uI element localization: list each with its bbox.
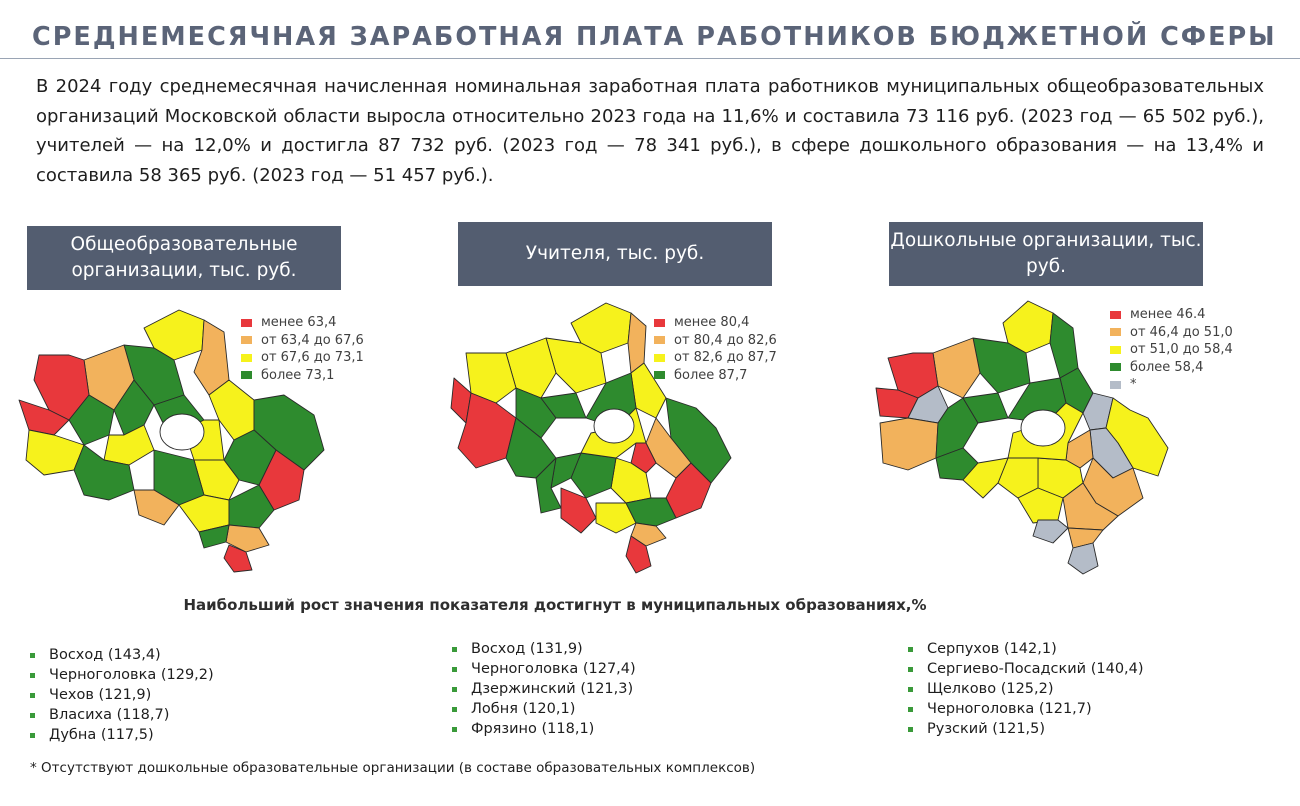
list-item: Серпухов (142,1) bbox=[908, 639, 1144, 659]
list-item: Лобня (120,1) bbox=[452, 699, 636, 719]
legend-swatch-green bbox=[654, 371, 665, 379]
legend-item: менее 80,4 bbox=[654, 314, 777, 332]
bullet-icon bbox=[452, 647, 457, 652]
panel-header-general-education: Общеобразовательные организации, тыс. руб. bbox=[27, 226, 341, 290]
bullet-icon bbox=[452, 707, 457, 712]
legend-swatch-yellow bbox=[241, 354, 252, 362]
growth-list-preschool bbox=[908, 639, 1144, 739]
panel-header-teachers: Учителя, тыс. руб. bbox=[458, 222, 772, 286]
bullet-icon bbox=[30, 653, 35, 658]
list-item: Восход (143,4) bbox=[30, 645, 214, 665]
list-item: Дубна (117,5) bbox=[30, 725, 214, 745]
legend-item: от 67,6 до 73,1 bbox=[241, 349, 364, 367]
legend-swatch-orange bbox=[241, 336, 252, 344]
page-title: СРЕДНЕМЕСЯЧНАЯ ЗАРАБОТНАЯ ПЛАТА РАБОТНИКОВ БЮДЖЕТНОЙ СФЕРЫ bbox=[32, 22, 1277, 52]
bullet-icon bbox=[452, 667, 457, 672]
legend-item: более 58,4 bbox=[1110, 359, 1233, 377]
legend-item: менее 63,4 bbox=[241, 314, 364, 332]
legend-swatch-yellow bbox=[1110, 346, 1121, 354]
list-item: Сергиево-Посадский (140,4) bbox=[908, 659, 1144, 679]
district bbox=[933, 338, 980, 398]
legend-swatch-gray bbox=[1110, 381, 1121, 389]
growth-heading: Наибольший рост значения показателя достигнут в муниципальных образованиях,% bbox=[183, 596, 927, 614]
growth-list-teachers bbox=[452, 639, 636, 739]
legend-item: более 73,1 bbox=[241, 367, 364, 385]
legend-preschool bbox=[1110, 306, 1233, 394]
panel-header-preschool: Дошкольные организации, тыс. руб. bbox=[889, 222, 1203, 286]
list-item: Черноголовка (127,4) bbox=[452, 659, 636, 679]
legend-item: от 82,6 до 87,7 bbox=[654, 349, 777, 367]
bullet-icon bbox=[30, 693, 35, 698]
legend-item: от 51,0 до 58,4 bbox=[1110, 341, 1233, 359]
legend-general-education bbox=[241, 314, 364, 384]
bullet-icon bbox=[452, 687, 457, 692]
list-item: Чехов (121,9) bbox=[30, 685, 214, 705]
legend-swatch-red bbox=[654, 319, 665, 327]
legend-item: от 63,4 до 67,6 bbox=[241, 332, 364, 350]
list-item: Восход (131,9) bbox=[452, 639, 636, 659]
legend-swatch-green bbox=[241, 371, 252, 379]
district bbox=[880, 418, 938, 470]
legend-item: от 46,4 до 51,0 bbox=[1110, 324, 1233, 342]
legend-item: от 80,4 до 82,6 bbox=[654, 332, 777, 350]
list-item: Дзержинский (121,3) bbox=[452, 679, 636, 699]
list-item: Щелково (125,2) bbox=[908, 679, 1144, 699]
bullet-icon bbox=[452, 727, 457, 732]
legend-swatch-red bbox=[1110, 311, 1121, 319]
legend-swatch-orange bbox=[654, 336, 665, 344]
bullet-icon bbox=[30, 733, 35, 738]
legend-swatch-orange bbox=[1110, 328, 1121, 336]
bullet-icon bbox=[908, 727, 913, 732]
intro-paragraph: В 2024 году среднемесячная начисленная номинальная заработная плата работников муниципальных общеобразовательных организаций Московской области выросла относительно 2023 года на 11,6% и составила 73 116 руб. (2023 год — 65 502 руб.), учителей — на 12,0% и достигла 87 732 руб. (2023 год — 78 341 руб.), в сфере дошкольного образования — на 13,4% и составила 58 365 руб. (2023 год — 51 457 руб.). bbox=[36, 76, 1264, 186]
bullet-icon bbox=[30, 673, 35, 678]
legend-swatch-green bbox=[1110, 363, 1121, 371]
list-item: Черноголовка (121,7) bbox=[908, 699, 1144, 719]
legend-swatch-red bbox=[241, 319, 252, 327]
list-item: Фрязино (118,1) bbox=[452, 719, 636, 739]
list-item: Власиха (118,7) bbox=[30, 705, 214, 725]
bullet-icon bbox=[908, 687, 913, 692]
legend-item: * bbox=[1110, 376, 1233, 394]
bullet-icon bbox=[30, 713, 35, 718]
bullet-icon bbox=[908, 667, 913, 672]
legend-item: менее 46.4 bbox=[1110, 306, 1233, 324]
legend-teachers bbox=[654, 314, 777, 384]
bullet-icon bbox=[908, 707, 913, 712]
district bbox=[1033, 520, 1068, 543]
list-item: Черноголовка (129,2) bbox=[30, 665, 214, 685]
legend-item: более 87,7 bbox=[654, 367, 777, 385]
bullet-icon bbox=[908, 647, 913, 652]
growth-list-general-education bbox=[30, 645, 214, 745]
footnote: * Отсутствуют дошкольные образовательные организации (в составе образовательных комплексов) bbox=[30, 760, 756, 776]
title-divider bbox=[0, 58, 1300, 59]
district bbox=[1050, 313, 1078, 378]
legend-swatch-yellow bbox=[654, 354, 665, 362]
list-item: Рузский (121,5) bbox=[908, 719, 1144, 739]
